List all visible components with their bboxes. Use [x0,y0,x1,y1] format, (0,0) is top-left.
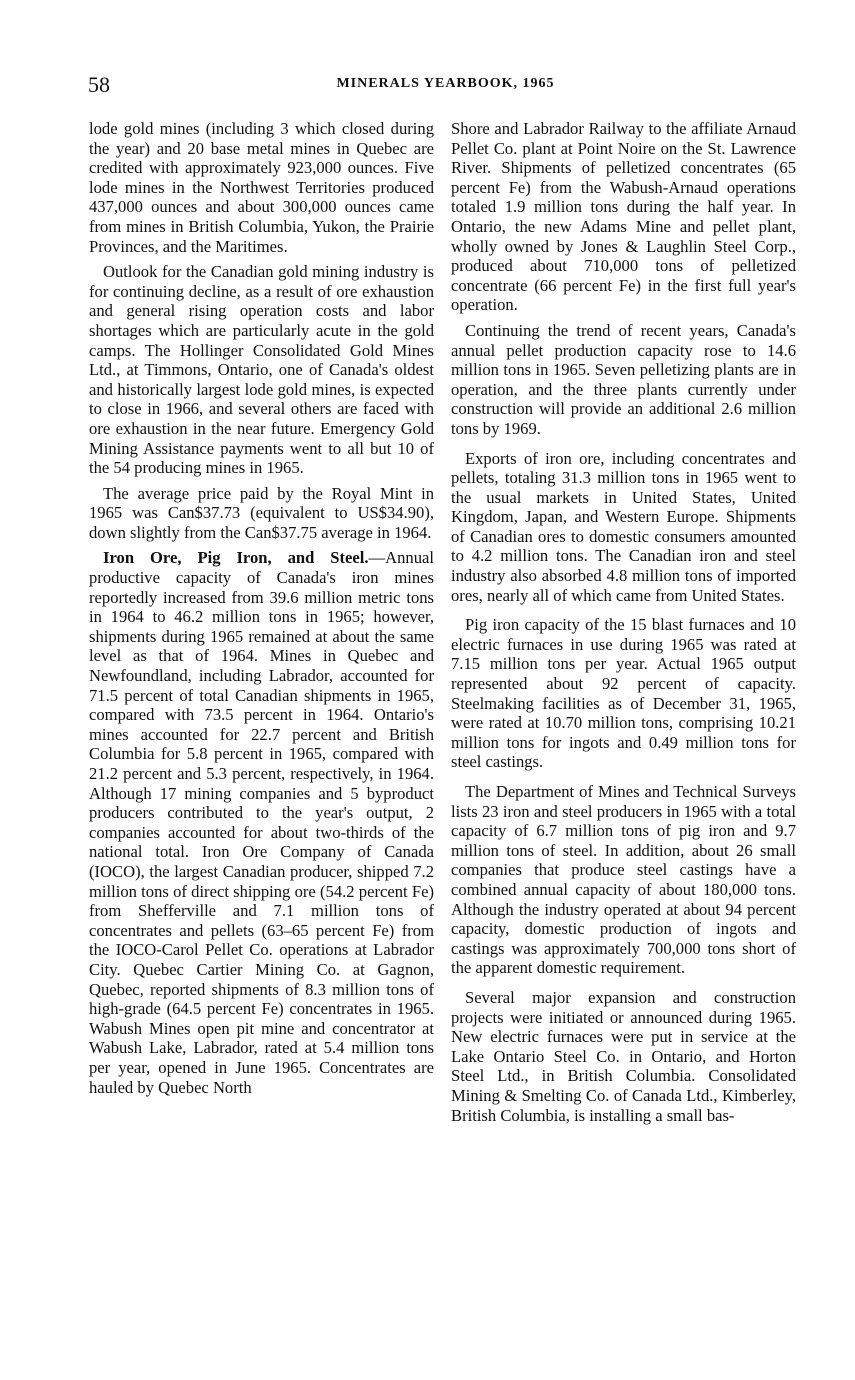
paragraph: Continuing the trend of recent years, Canada's annual pellet production capacity rose to 14.6 million tons in 1965. Seven pelletizing plants are in operation, and the three plants currently under construction will provide an additional 2.6 million tons by 1969. [451,320,796,438]
left-column [89,119,434,1103]
right-column [451,119,796,1131]
paragraph: The Department of Mines and Technical Surveys lists 23 iron and steel producers in 1965 with a total capacity of 6.7 million tons of pig iron and 9.7 million tons of steel. In addition, about 26 small companies that produce steel castings have a combined annual capacity of about 180,000 tons. Although the industry operated at about 94 percent capacity, domestic production of ingots and castings was approximately 700,000 tons short of the apparent domestic requirement. [451,782,796,978]
paragraph: Shore and Labrador Railway to the affiliate Arnaud Pellet Co. plant at Point Noire on the St. Lawrence River. Shipments of pelletized concentrates (65 percent Fe) from the Wabush-Arnaud operations totaled 1.9 million tons during the half year. In Ontario, the new Adams Mine and pellet plant, wholly owned by Jones & Laughlin Steel Corp., produced about 710,000 tons of pelletized concentrate (66 percent Fe) in the first full year's operation. [451,119,796,315]
section-heading: Iron Ore, Pig Iron, and Steel. [103,548,369,568]
paragraph: The average price paid by the Royal Mint in 1965 was Can$37.73 (equivalent to US$34.90), down slightly from the Can$37.75 average in 1964. [89,483,434,542]
paragraph-text: —Annual productive capacity of Canada's iron mines reportedly increased from 39.6 million metric tons in 1964 to 46.2 million tons in 1965; however, shipments during 1965 remained at about the same level as that of 1964. Mines in Quebec and Newfoundland, including Labrador, accounted for 71.5 percent of total Canadian shipments in 1965, compared with 73.5 percent in 1964. Ontario's mines accounted for 22.7 percent and British Columbia for 5.8 percent in 1965, compared with 21.2 percent and 5.3 percent, respectively, in 1964. Although 17 mining companies and 5 byproduct producers contributed to the year's output, 2 companies accounted for about two-thirds of the national total. Iron Ore Company of Canada (IOCO), the largest Canadian producer, shipped 7.2 million tons of direct shipping ore (54.2 percent Fe) from Shefferville and 7.1 million tons of concentrates and pellets (63–65 percent Fe) from the IOCO-Carol Pellet Co. operations at Labrador City. Quebec Cartier Mining Co. at Gagnon, Quebec, reported shipments of 8.3 million tons of high-grade (64.5 percent Fe) concentrates in 1965. Wabush Mines open pit mine and concentrator at Wabush Lake, Labrador, rated at 5.4 million tons per year, opened in June 1965. Concentrates are hauled by Quebec North [89,548,434,1097]
paragraph: Exports of iron ore, including concentrates and pellets, totaling 31.3 million tons in 1965 went to the usual markets in United States, United Kingdom, Japan, and Western Europe. Shipments of Canadian ores to domestic consumers amounted to 4.2 million tons. The Canadian iron and steel industry also absorbed 4.8 million tons of imported ores, nearly all of which came from United States. [451,448,796,605]
paragraph: Several major expansion and construction projects were initiated or announced during 1965. New electric furnaces were put in service at the Lake Ontario Steel Co. in Ontario, and Horton Steel Ltd., in British Columbia. Consolidated Mining & Smelting Co. of Canada Ltd., Kimberley, British Columbia, is installing a small bas- [451,987,796,1125]
paragraph: Pig iron capacity of the 15 blast furnaces and 10 electric furnaces in use during 1965 was rated at 7.15 million tons per year. Actual 1965 output represented about 92 percent of capacity. Steelmaking facilities as of December 31, 1965, were rated at 10.70 million tons, comprising 10.21 million tons for ingots and 0.49 million tons for steel castings. [451,615,796,772]
page-header [88,72,803,102]
page-number: 58 [88,72,110,97]
paragraph: lode gold mines (including 3 which closed during the year) and 20 base metal mines in Quebec are credited with approximately 923,000 ounces. Five lode mines in the Northwest Territories produced 437,000 ounces and about 300,000 ounces came from mines in British Columbia, Yukon, the Prairie Provinces, and the Maritimes. [89,119,434,256]
paragraph: Outlook for the Canadian gold mining industry is for continuing decline, as a result of ore exhaustion and general rising operation costs and labor shortages which are particularly acute in the gold camps. The Hollinger Consolidated Gold Mines Ltd., at Timmons, Ontario, one of Canada's oldest and historically largest lode gold mines, is expected to close in 1966, and several others are faced with ore exhaustion in the near future. Emergency Gold Mining Assistance payments went to all but 10 of the 54 producing mines in 1965. [89,262,434,478]
paragraph [89,548,434,1097]
running-title: MINERALS YEARBOOK, 1965 [336,76,555,91]
